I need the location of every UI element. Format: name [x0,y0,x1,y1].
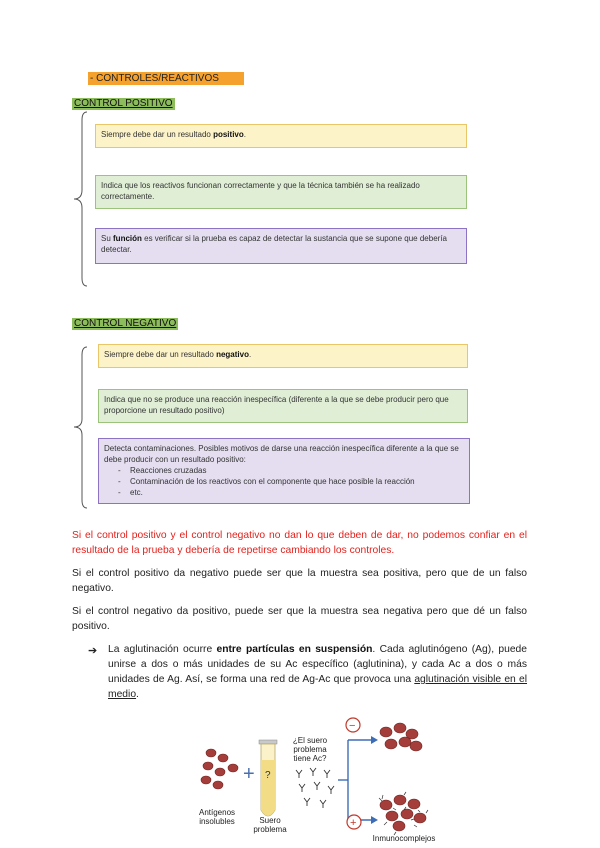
tube-question-mark: ? [265,770,271,781]
box-negativo-reaccion: Indica que no se produce una reacción inespecífica (diferente a la que se debe producir pero que proporcione un resultado positivo) [98,389,468,423]
box-positivo-reactivos: Indica que los reactivos funcionan correctamente y que la técnica también se ha realizado correctamente. [95,175,467,209]
paragraph-negativo-da-positivo: Si el control negativo da positivo, puede ser que la muestra sea negativa pero que dé un falso positivo. [72,606,527,632]
list-item: - Reacciones cruzadas [104,465,464,476]
paragraph-aglutinacion: La aglutinación ocurre entre partículas en suspensión. Cada aglutinógeno (Ag), puede unirse a dos o más unidades de su Ac específico (aglutinina), y cada Ac a dos o más unidades de Ag. Así, se forma una red de Ag-Ac que provoca una aglutinación visible en el medio. [108,644,528,700]
immunocomplex-icon [379,792,428,835]
svg-text:+: + [350,817,357,829]
box-positivo-funcion: Su función es verificar si la prueba es capaz de detectar la sustancia que se supone que debería detectar. [95,228,467,264]
heading-control-positivo: CONTROL POSITIVO [74,98,173,109]
free-particles-icon [380,723,422,751]
label-antigenos: Antígenos insolubles [198,808,236,826]
branch-arrows [338,736,378,824]
brace-positivo [72,110,88,288]
label-suero-problema: Suero problema [253,816,287,834]
box-negativo-contaminaciones: Detecta contaminaciones. Posibles motivos de darse una reacción inespecífica diferente a la que se debe producir con un resultado positivo: - Reacciones cruzadas - Contaminación de los reactivos con el componente que hace posible la reacción - etc. [98,438,470,504]
agglutination-figure [186,710,441,845]
list-motivos [104,465,464,498]
paragraph-positivo-da-negativo: Si el control positivo da negativo puede ser que la muestra sea positiva, pero que de un falso negativo. [72,568,527,594]
arrow-bullet-icon: ➔ [88,645,98,657]
list-item: - etc. [104,487,464,498]
brace-negativo [72,345,88,510]
box-positivo-resultado: Siempre debe dar un resultado positivo. [95,124,467,148]
antigen-particles-icon [201,749,238,789]
label-pregunta: ¿El suero problema tiene Ac? [292,736,328,763]
test-tube-icon [259,740,277,816]
plus-sign: + [243,763,255,785]
antibodies-icon [296,768,334,808]
paragraph-warning: Si el control positivo y el control negativo no dan lo que deben de dar, no podemos confiar en el resultado de la prueba y debería de repetirse cambiando los controles. [72,530,527,556]
heading-control-negativo: CONTROL NEGATIVO [74,318,177,329]
svg-text:−: − [349,720,356,732]
label-inmunocomplejos: Inmunocomplejos [372,834,436,843]
box-negativo-resultado: Siempre debe dar un resultado negativo. [98,344,468,368]
list-item: - Contaminación de los reactivos con el componente que hace posible la reacción [104,476,464,487]
section-tag-controles: - CONTROLES/REACTIVOS [88,72,244,85]
